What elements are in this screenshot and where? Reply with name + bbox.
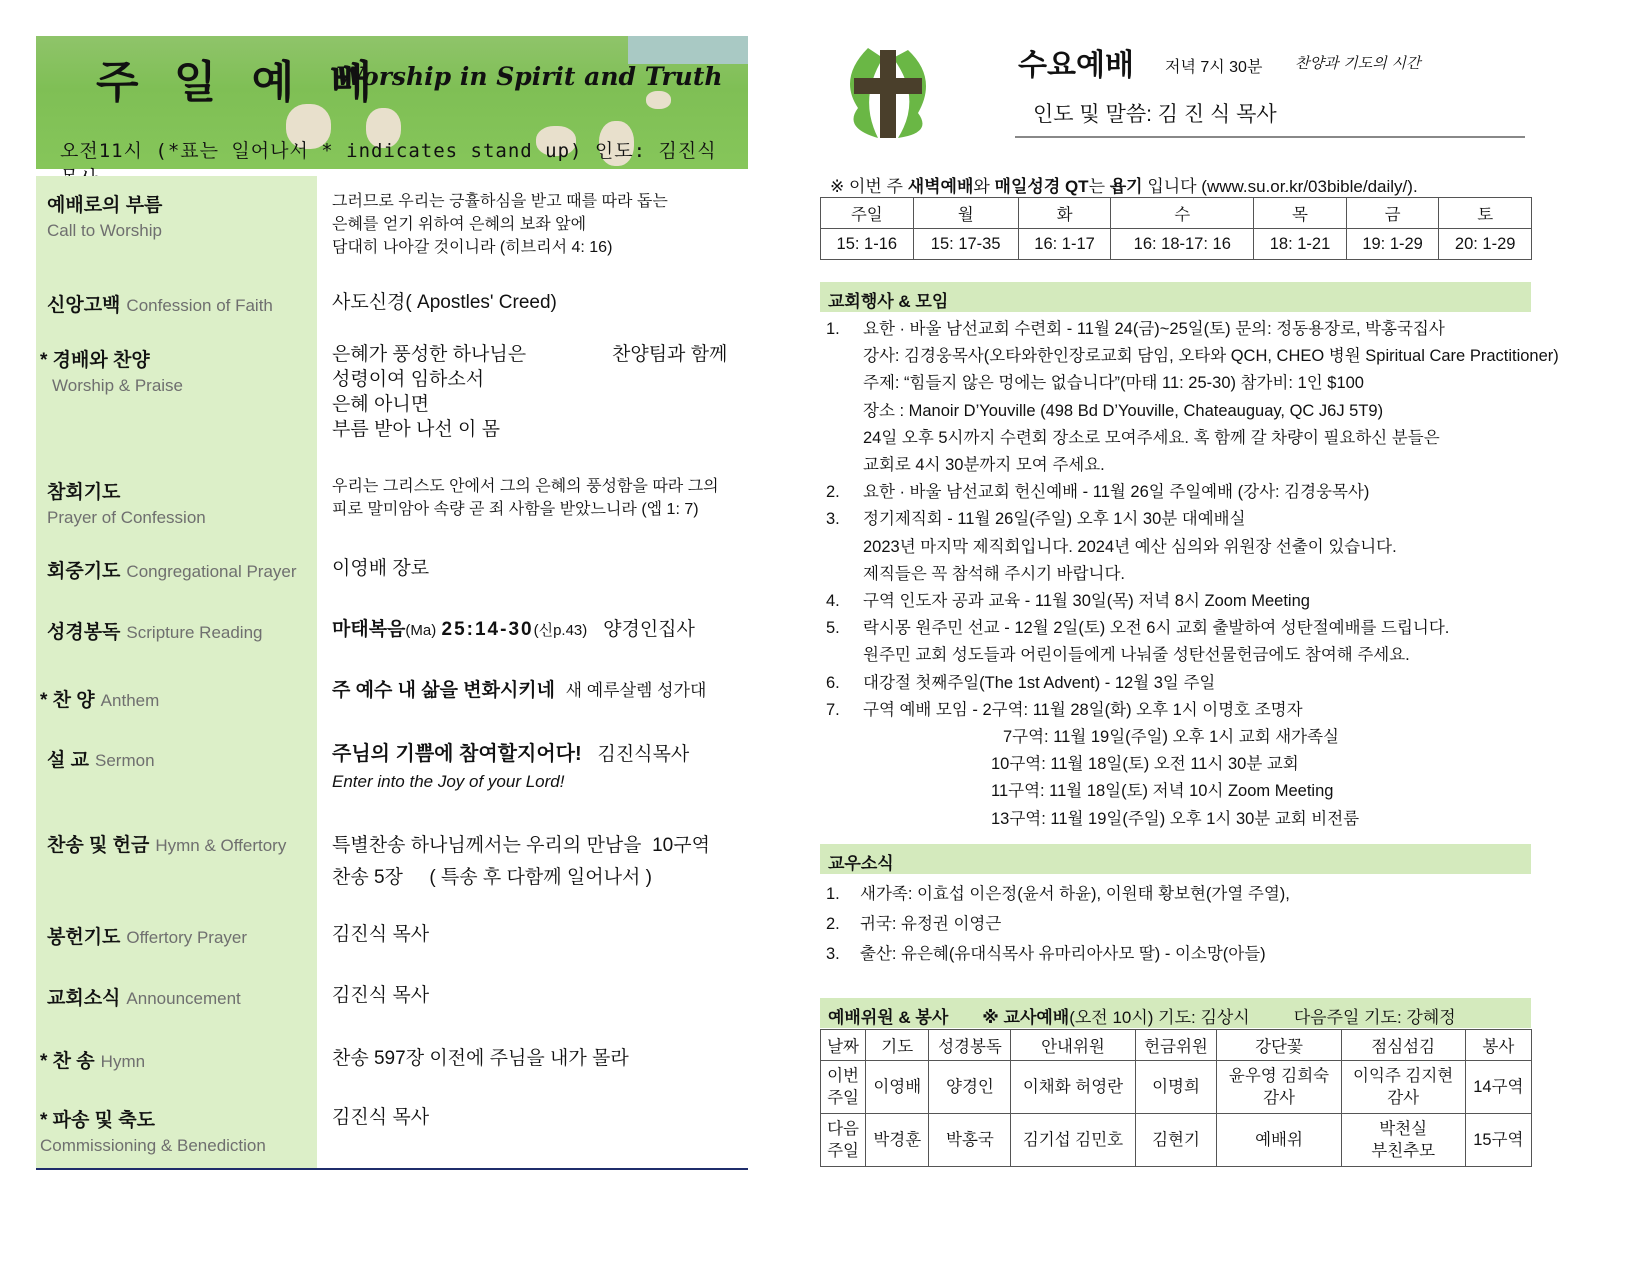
qt-note: ※ 이번 주 새벽예배와 매일성경 QT는 욥기 입니다 (www.su.or.kr/03bible/daily/).: [830, 177, 1418, 196]
qt-row: [821, 198, 1532, 229]
order-label: [47, 190, 162, 241]
praise-team: 찬양팀과 함께: [612, 344, 728, 365]
divider: [1015, 136, 1525, 138]
content-line: 김진식 목사: [332, 985, 430, 1006]
service-cell: 다음 주일: [821, 1114, 866, 1167]
order-label: [40, 1046, 145, 1073]
qt-day: 월: [913, 198, 1018, 229]
sunday-title: 주 일 예 배: [96, 57, 382, 108]
label-ko: 설 교: [47, 750, 89, 771]
label-ko: * 파송 및 축도: [40, 1110, 156, 1131]
service-cell: 박천실 부친추모: [1341, 1114, 1465, 1167]
event-text: 정기제직회 - 11월 26일(주일) 오후 1시 30분 대예배실: [863, 510, 1246, 529]
label-en: Sermon: [95, 751, 155, 770]
order-label: [40, 345, 183, 396]
content-line: 피로 말미암아 속량 곧 죄 사함을 받았느니라 (엡 1: 7): [332, 501, 699, 518]
event-line: [826, 479, 1369, 505]
event-line: [863, 452, 1105, 478]
label-ko: 교회소식: [47, 988, 121, 1009]
service-row: [821, 1114, 1532, 1167]
label-ko: * 찬 양: [40, 690, 95, 711]
order-label: [47, 745, 155, 772]
service-col-header: 성경봉독: [929, 1030, 1011, 1061]
sermon-title-en: Enter into the Joy of your Lord!: [332, 772, 565, 791]
events-header: 교회행사 & 모임: [820, 282, 1531, 312]
service-col-header: 강단꽃: [1217, 1030, 1341, 1061]
sermon-title: 주님의 기쁨에 참여할지어다!: [332, 743, 582, 765]
order-content: [332, 1046, 629, 1071]
wednesday-title: 수요예배: [1018, 49, 1134, 82]
order-content: [332, 983, 429, 1008]
event-line: [826, 697, 1303, 723]
event-line: [863, 642, 1410, 668]
order-content: [332, 290, 557, 315]
content-line: 부름 받아 나선 이 몸: [332, 419, 500, 440]
service-col-header: 기도: [866, 1030, 929, 1061]
sunday-info: 오전11시 (*표는 일어나서 * indicates stand up) 인도: 김진식: [60, 140, 717, 162]
event-number: 5.: [826, 619, 840, 638]
label-en: Hymn & Offertory: [155, 836, 287, 855]
order-content: [332, 556, 429, 581]
event-text: 장소 : Manoir D’Youville (498 Bd D’Youville, Chateauguay, QC J6J 5T9): [863, 401, 1384, 420]
event-text: 요한 · 바울 남선교회 헌신예배 - 11월 26일 주일예배 (강사: 김경웅목사): [863, 483, 1370, 502]
qt-reading: 15: 17-35: [913, 229, 1018, 260]
news-number: 3.: [826, 945, 840, 963]
label-en: Congregational Prayer: [126, 562, 297, 581]
label-ko: 예배로의 부름: [47, 195, 163, 216]
event-text: 원주민 교회 성도들과 어린이들에게 나눠줄 성탄선물헌금에도 참여해 주세요.: [863, 646, 1410, 665]
content-line: 김진식 목사: [332, 924, 430, 945]
event-text: 구역 예배 모임 - 2구역: 11월 28일(화) 오후 1시 이명호 조명자: [863, 700, 1303, 719]
order-label: [47, 290, 273, 317]
order-label: [47, 556, 297, 583]
qt-day: 금: [1346, 198, 1439, 229]
event-line: [991, 806, 1359, 832]
label-ko: * 경배와 찬양: [40, 350, 150, 371]
service-col-header: 안내위원: [1011, 1030, 1135, 1061]
event-number: 1.: [826, 320, 840, 338]
event-number: 6.: [826, 673, 840, 692]
label-en: Prayer of Confession: [47, 508, 206, 527]
service-header-row: [821, 1030, 1532, 1061]
event-line: [863, 425, 1440, 451]
book: 마태복음: [332, 619, 406, 640]
label-ko: * 찬 송: [40, 1051, 95, 1072]
qt-reading: 16: 1-17: [1018, 229, 1111, 260]
service-cell: 이영배: [866, 1061, 929, 1114]
news-item: [826, 911, 1001, 937]
stand-note: ( 특송 후 다함께 일어나서 ): [429, 867, 652, 888]
qt-day: 화: [1018, 198, 1111, 229]
order-content: [332, 678, 706, 703]
content-line: 우리는 그리스도 안에서 그의 은혜의 풍성함을 따라 그의: [332, 478, 719, 495]
event-text: 주제: “힘들지 않은 멍에는 없습니다”(마태 11: 25-30) 참가비: 1인 $100: [863, 374, 1364, 393]
event-text: 구역 인도자 공과 교육 - 11월 30일(목) 저녁 8시 Zoom Meeting: [863, 592, 1310, 610]
service-header: 예배위원 & 봉사 ※ 교사예배(오전 10시) 기도: 김상시 다음주일 기도: 강혜정: [820, 998, 1531, 1028]
label-en: Anthem: [100, 691, 160, 710]
content-line: 은혜 아니면: [332, 394, 430, 415]
order-content: [332, 617, 695, 643]
special-hymn-label: 특별찬송: [332, 835, 406, 856]
order-content: [332, 922, 429, 947]
content-line: 은혜를 얻기 위하여 은혜의 보좌 앞에: [332, 216, 587, 233]
wednesday-leader: 인도 및 말씀: 김 진 식 목사: [1033, 103, 1277, 126]
qt-reading: 19: 1-29: [1346, 229, 1439, 260]
content-line: 사도신경( Apostles' Creed): [332, 292, 557, 313]
event-text: 24일 오후 5시까지 수련회 장소로 모여주세요. 혹 함께 갈 차량이 필요하신 분들은: [863, 428, 1440, 447]
content-line: 성령이여 임하소서: [332, 369, 485, 390]
event-line: [826, 588, 1310, 614]
label-en: Commissioning & Benediction: [40, 1136, 266, 1155]
label-en: Hymn: [100, 1052, 146, 1071]
event-line: [826, 506, 1246, 532]
label-en: Scripture Reading: [126, 623, 263, 642]
special-hymn: 하나님께서는 우리의 만남을: [410, 835, 642, 856]
event-line: [826, 615, 1449, 641]
news-number: 1.: [826, 885, 840, 903]
order-label: [40, 1105, 266, 1156]
content-line: 그러므로 우리는 긍휼하심을 받고 때를 따라 돕는: [332, 193, 668, 210]
event-line: [863, 561, 1125, 587]
event-text: 제직들은 꼭 참석해 주시기 바랍니다.: [863, 564, 1126, 583]
news-number: 2.: [826, 915, 840, 933]
verse: 25:14-30: [441, 619, 534, 640]
event-text: 10구역: 11월 18일(토) 오전 11시 30분 교회: [991, 755, 1299, 774]
label-en: Confession of Faith: [126, 296, 273, 315]
news-text: 새가족: 이효섭 이은정(윤서 하윤), 이원태 황보현(가열 주열),: [860, 885, 1290, 903]
service-cell: 이익주 김지현 감사: [1341, 1061, 1465, 1114]
service-col-header: 점심섬김: [1341, 1030, 1465, 1061]
event-text: 대강절 첫째주일(The 1st Advent) - 12월 3일 주일: [863, 673, 1216, 692]
label-en: Announcement: [126, 989, 241, 1008]
order-label: [47, 617, 263, 644]
preacher: 김진식목사: [597, 744, 690, 765]
cross-leaf-logo-icon: [838, 38, 938, 142]
event-text: 교회로 4시 30분까지 모여 주세요.: [863, 456, 1105, 474]
news-item: [826, 881, 1290, 907]
service-cell: 14구역: [1465, 1061, 1531, 1114]
order-content: [332, 190, 668, 259]
event-line: [826, 670, 1215, 696]
qt-day: 토: [1439, 198, 1532, 229]
qt-reading: 18: 1-21: [1254, 229, 1347, 260]
news-header: 교우소식: [820, 844, 1531, 874]
order-label: [47, 922, 247, 949]
reader: 양경인집사: [603, 619, 695, 640]
service-col-header: 날짜: [821, 1030, 866, 1061]
label-ko: 참회기도: [47, 482, 121, 503]
content-line: 은혜가 풍성한 하나님은: [332, 344, 527, 365]
qt-row: [821, 229, 1532, 260]
label-en: Worship & Praise: [52, 376, 184, 395]
anthem-title: 주 예수 내 삶을 변화시키네: [332, 680, 556, 701]
qt-reading-table: [820, 197, 1532, 260]
wednesday-time: 저녁 7시 30분: [1165, 59, 1263, 76]
qt-reading: 20: 1-29: [1439, 229, 1532, 260]
event-text: 요한 · 바울 남선교회 수련회 - 11월 24(금)~25일(토) 문의: 정동용장로, 박홍국집사: [863, 320, 1445, 338]
special-hymn-by: 10구역: [652, 835, 710, 856]
news-item: [826, 941, 1266, 967]
label-ko: 성경봉독: [47, 622, 121, 643]
book-abbr: (Ma): [405, 622, 437, 639]
order-label: [47, 477, 206, 528]
order-content: [332, 475, 719, 521]
content-line: 이영배 장로: [332, 558, 430, 579]
event-line: [1003, 724, 1339, 750]
order-labels-column: [36, 176, 317, 1170]
news-text: 출산: 유은혜(유대식목사 유마리아사모 딸) - 이소망(아들): [860, 945, 1266, 963]
qt-day: 주일: [821, 198, 914, 229]
event-line: [863, 370, 1364, 396]
event-line: [826, 316, 1445, 342]
event-number: 4.: [826, 592, 840, 610]
event-text: 2023년 마지막 제직회입니다. 2024년 예산 심의와 위원장 선출이 있습니다.: [863, 537, 1397, 556]
order-content: [332, 1105, 429, 1130]
event-text: 7구역: 11월 19일(주일) 오후 1시 교회 새가족실: [1003, 728, 1339, 746]
event-number: 2.: [826, 483, 840, 502]
event-number: 3.: [826, 510, 840, 529]
service-cell: 양경인: [929, 1061, 1011, 1114]
service-cell: 김기섭 김민호: [1011, 1114, 1135, 1167]
order-label: [40, 685, 159, 712]
event-text: 락시몽 원주민 선교 - 12월 2일(토) 오전 6시 교회 출발하여 성탄절예배를 드립니다.: [863, 619, 1450, 638]
order-label: [47, 983, 241, 1010]
service-cell: 박홍국: [929, 1114, 1011, 1167]
service-cell: 예배위: [1217, 1114, 1341, 1167]
qt-day: 수: [1111, 198, 1254, 229]
event-line: [991, 778, 1333, 804]
news-text: 귀국: 유정권 이영근: [860, 915, 1002, 933]
label-en: Offertory Prayer: [126, 928, 248, 947]
qt-reading: 15: 1-16: [821, 229, 914, 260]
qt-day: 목: [1254, 198, 1347, 229]
choir: 새 예루살렘 성가대: [565, 681, 707, 700]
event-text: 11구역: 11월 18일(토) 저녁 10시 Zoom Meeting: [991, 782, 1334, 801]
event-number: 7.: [826, 700, 840, 719]
service-row: [821, 1061, 1532, 1114]
sunday-banner: [36, 36, 748, 169]
content-line: 찬송 597장 이전에 주님을 내가 몰라: [332, 1048, 629, 1069]
event-text: 13구역: 11월 19일(주일) 오후 1시 30분 교회 비전룸: [991, 809, 1360, 828]
order-label: [47, 830, 286, 857]
order-content: [332, 342, 728, 442]
service-cell: 15구역: [1465, 1114, 1531, 1167]
sunday-subtitle: Worship in Spirit and Truth: [336, 62, 723, 91]
event-line: [863, 398, 1383, 424]
wednesday-tagline: 찬양과 기도의 시간: [1295, 54, 1421, 72]
event-line: [863, 534, 1397, 560]
hymn: 찬송 5장: [332, 867, 403, 888]
qt-reading: 16: 18-17: 16: [1111, 229, 1254, 260]
order-content: [332, 742, 689, 794]
service-cell: 박경훈: [866, 1114, 929, 1167]
service-cell: 이번 주일: [821, 1061, 866, 1114]
page: (신p.43): [533, 622, 588, 639]
order-content: [332, 830, 710, 894]
service-table: [820, 1029, 1532, 1167]
service-col-header: 봉사: [1465, 1030, 1531, 1061]
event-text: 강사: 김경웅목사(오타와한인장로교회 담임, 오타와 QCH, CHEO 병원 Spiritual Care Practitioner): [863, 347, 1559, 366]
content-line: 김진식 목사: [332, 1107, 430, 1128]
divider: [36, 1168, 748, 1170]
event-line: [991, 751, 1299, 777]
service-cell: 김현기: [1135, 1114, 1217, 1167]
label-en: Call to Worship: [47, 221, 162, 240]
label-ko: 봉헌기도: [47, 927, 121, 948]
label-ko: 신앙고백: [47, 295, 121, 316]
service-cell: 이명희: [1135, 1061, 1217, 1114]
service-cell: 이채화 허영란: [1011, 1061, 1135, 1114]
service-col-header: 헌금위원: [1135, 1030, 1217, 1061]
event-line: [863, 343, 1559, 369]
service-cell: 윤우영 김희숙 감사: [1217, 1061, 1341, 1114]
content-line: 담대히 나아갈 것이니라 (히브리서 4: 16): [332, 239, 613, 256]
label-ko: 찬송 및 헌금: [47, 835, 150, 856]
label-ko: 회중기도: [47, 561, 121, 582]
